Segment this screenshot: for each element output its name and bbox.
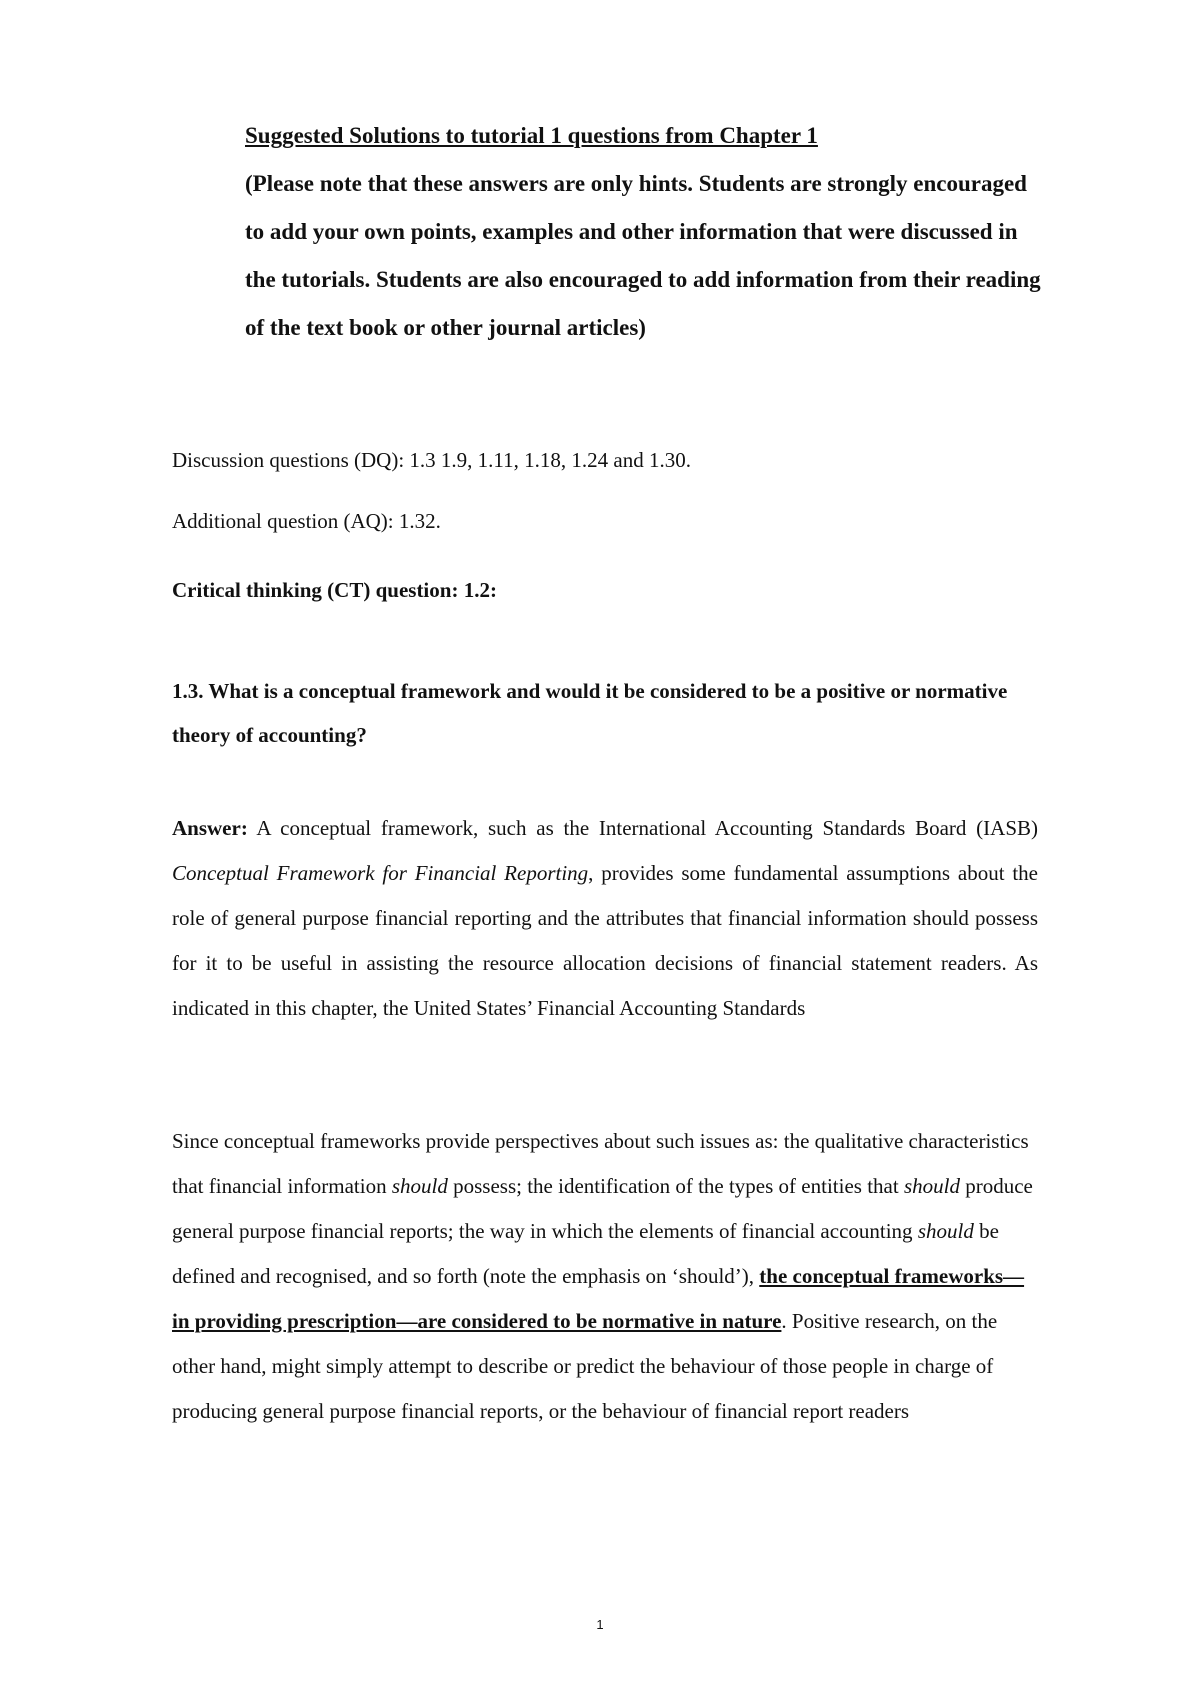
answer-text-part2: , provides some fundamental assumptions about the role of general purpose financial reporting and the attributes that financial information should possess for it to be useful in assisting the resource allocation decisions of financial statement readers. As indicated in this chapter, the United States’ Financial Accounting Standards [172,861,1038,1020]
paragraph2-part4: be defined and recognised, and so forth (note the emphasis on ‘should’), [172,1219,999,1288]
discussion-questions-line: Discussion questions (DQ): 1.3 1.9, 1.11, 1.18, 1.24 and 1.30. [172,448,691,472]
should-emphasis-2: should [903,1174,960,1198]
answer-paragraph [172,806,1038,1031]
should-emphasis-3: should [917,1219,974,1243]
paragraph2-part5: . Positive research, on the other hand, might simply attempt to describe or predict the behaviour of those people in charge of producing general purpose financial reports, or the behaviour of financial report readers [172,1309,998,1423]
answers-hint-note: (Please note that these answers are only hints. Students are strongly encouraged to add your own points, examples and other information that were discussed in the tutorials. Students are also encouraged to add information from their reading of the text book or other journal articles) [245,171,1041,340]
answer-framework-title: Conceptual Framework for Financial Reporting [172,861,589,885]
should-emphasis-1: should [391,1174,448,1198]
answer-label: Answer: [172,816,248,840]
page-number: 1 [596,1617,604,1632]
title-block [245,112,1045,352]
paragraph2-part2: possess; the identification of the types of entities that [447,1174,904,1198]
normative-emphasis: the conceptual frameworks—in providing prescription—are considered to be normative in nature [172,1264,1025,1333]
question-1-3-heading: 1.3. What is a conceptual framework and would it be considered to be a positive or normative theory of accounting? [172,679,1008,747]
answer-text-part1: A conceptual framework, such as the International Accounting Standards Board (IASB) [247,816,1038,840]
paragraph2-part3: produce general purpose financial reports; the way in which the elements of financial accounting [172,1174,1033,1243]
critical-thinking-line: Critical thinking (CT) question: 1.2: [172,578,497,602]
normative-paragraph [172,1119,1038,1434]
document-title: Suggested Solutions to tutorial 1 questions from Chapter 1 [245,123,818,148]
paragraph2-part1: Since conceptual frameworks provide perspectives about such issues as: the qualitative characteristics that financial information [172,1129,1029,1198]
additional-question-line: Additional question (AQ): 1.32. [172,509,441,533]
